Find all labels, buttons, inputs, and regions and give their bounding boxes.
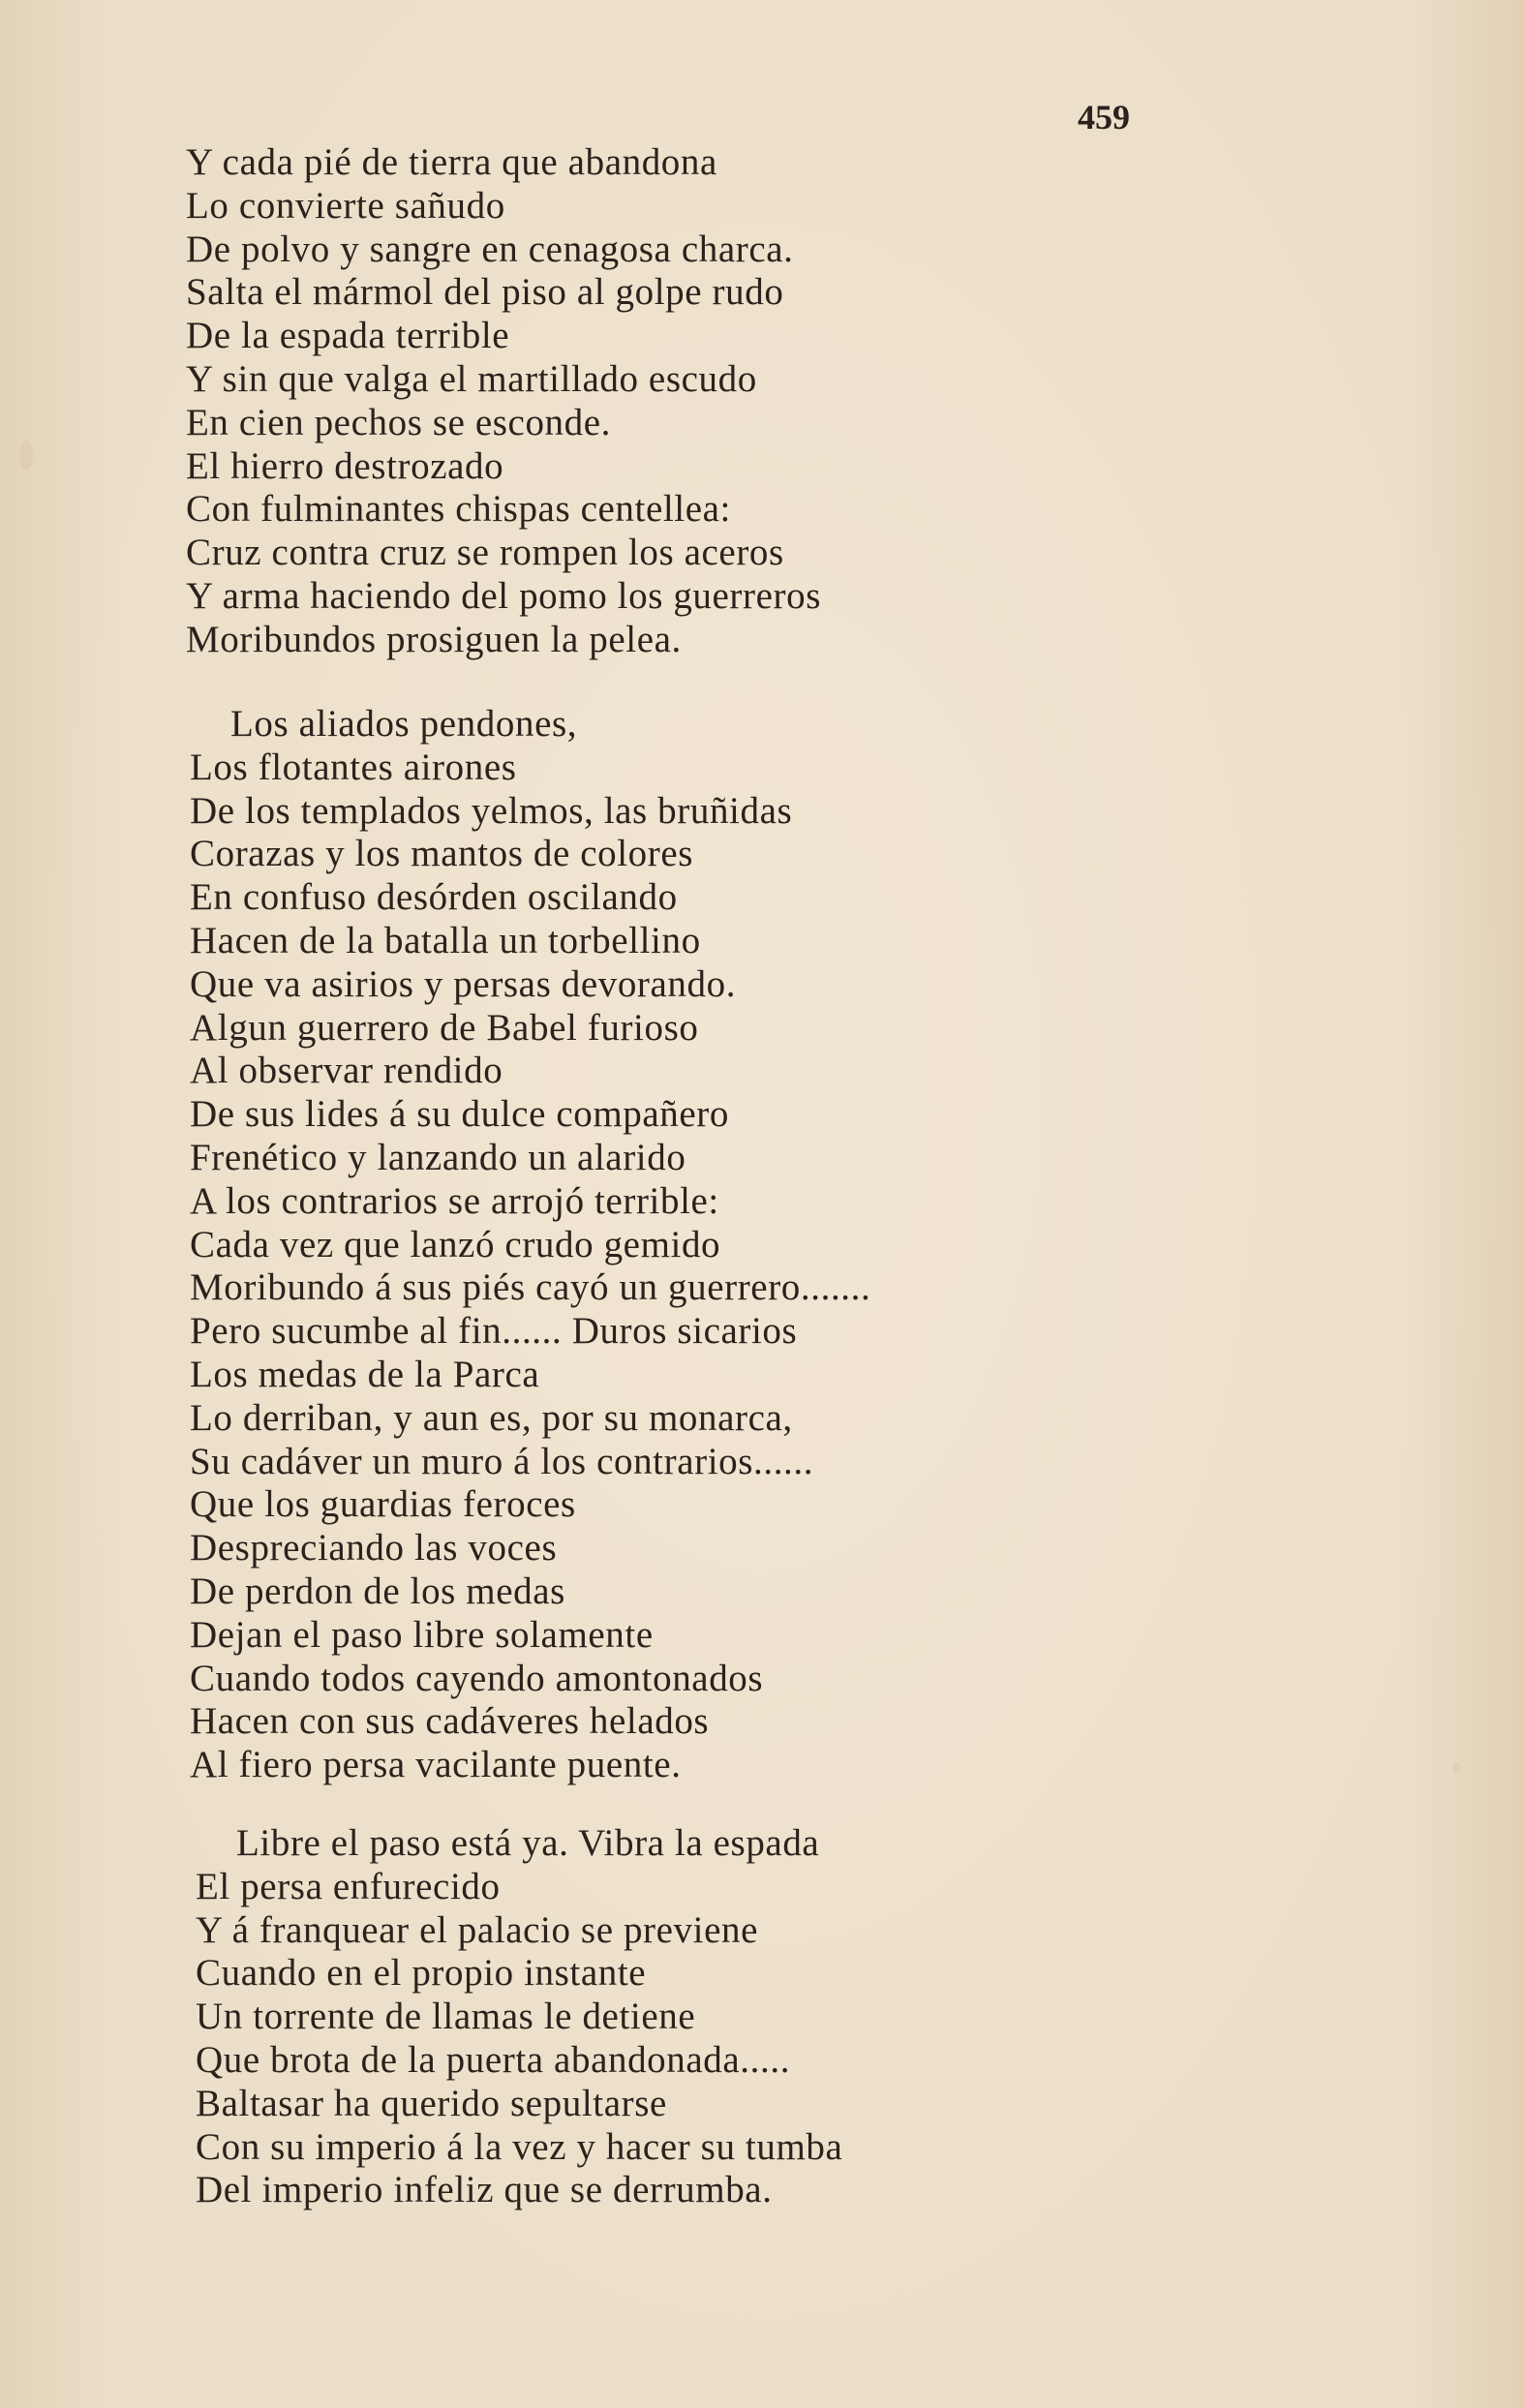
verse-line: Lo convierte sañudo: [186, 184, 505, 227]
verse-line: De los templados yelmos, las bruñidas: [190, 789, 793, 832]
verse-line: Y á franquear el palacio se previene: [196, 1908, 759, 1951]
verse-line: El hierro destrozado: [186, 444, 504, 487]
verse-line: De polvo y sangre en cenagosa charca.: [186, 228, 794, 270]
verse-line: Salta el mármol del piso al golpe rudo: [186, 271, 784, 314]
verse-line: A los contrarios se arrojó terrible:: [190, 1179, 719, 1222]
verse-line: Baltasar ha querido sepultarse: [196, 2082, 667, 2124]
verse-line: En confuso desórden oscilando: [190, 876, 678, 919]
verse-line: Lo derriban, y aun es, por su monarca,: [190, 1396, 793, 1439]
verse-line: Moribundos prosiguen la pelea.: [186, 618, 682, 660]
paper-stain: [1452, 1762, 1462, 1774]
verse-line: Y cada pié de tierra que abandona: [186, 141, 717, 183]
verse-line: Frenético y lanzando un alarido: [190, 1136, 686, 1178]
page-number: 459: [1078, 98, 1130, 137]
verse-line: Cada vez que lanzó crudo gemido: [190, 1223, 721, 1265]
verse-line: Al observar rendido: [190, 1050, 503, 1092]
verse-line: Cuando en el propio instante: [196, 1952, 647, 1995]
verse-line: Que brota de la puerta abandonada.....: [196, 2038, 791, 2081]
verse-line: Los aliados pendones,: [230, 703, 578, 745]
verse-line: Hacen de la batalla un torbellino: [190, 919, 701, 961]
verse-line: De sus lides á su dulce compañero: [190, 1093, 729, 1136]
verse-line: Pero sucumbe al fin...... Duros sicarios: [190, 1310, 798, 1353]
verse-line: Los medas de la Parca: [190, 1353, 540, 1395]
verse-line: Cruz contra cruz se rompen los aceros: [186, 532, 784, 574]
verse-line: Con su imperio á la vez y hacer su tumba: [196, 2125, 843, 2168]
verse-line: Su cadáver un muro á los contrarios......: [190, 1440, 814, 1482]
verse-line: Que va asirios y persas devorando.: [190, 962, 737, 1005]
verse-line: De la espada terrible: [186, 315, 510, 357]
verse-line: Libre el paso está ya. Vibra la espada: [236, 1822, 820, 1864]
verse-line: Los flotantes airones: [190, 746, 517, 788]
verse-line: Dejan el paso libre solamente: [190, 1613, 654, 1656]
stanza-3: [196, 1822, 842, 2212]
verse-line: Y arma haciendo del pomo los guerreros: [186, 574, 821, 617]
verse-line: Y sin que valga el martillado escudo: [186, 357, 757, 400]
verse-line: De perdon de los medas: [190, 1570, 565, 1612]
verse-line: Con fulminantes chispas centellea:: [186, 488, 731, 531]
verse-line: El persa enfurecido: [196, 1865, 501, 1907]
verse-line: Despreciando las voces: [190, 1527, 558, 1570]
paper-stain: [19, 441, 33, 470]
verse-line: Que los guardias feroces: [190, 1483, 576, 1526]
verse-line: Algun guerrero de Babel furioso: [190, 1006, 699, 1049]
verse-line: En cien pechos se esconde.: [186, 401, 612, 443]
stanza-2: [190, 703, 870, 1787]
stanza-1: [186, 141, 821, 662]
verse-line: Hacen con sus cadáveres helados: [190, 1700, 710, 1743]
verse-line: Moribundo á sus piés cayó un guerrero.......: [190, 1266, 871, 1309]
verse-line: Al fiero persa vacilante puente.: [190, 1744, 682, 1786]
verse-line: Un torrente de llamas le detiene: [196, 1996, 696, 2038]
verse-line: Corazas y los mantos de colores: [190, 833, 694, 875]
verse-line: Del imperio infeliz que se derrumba.: [196, 2169, 773, 2211]
verse-line: Cuando todos cayendo amontonados: [190, 1657, 764, 1699]
